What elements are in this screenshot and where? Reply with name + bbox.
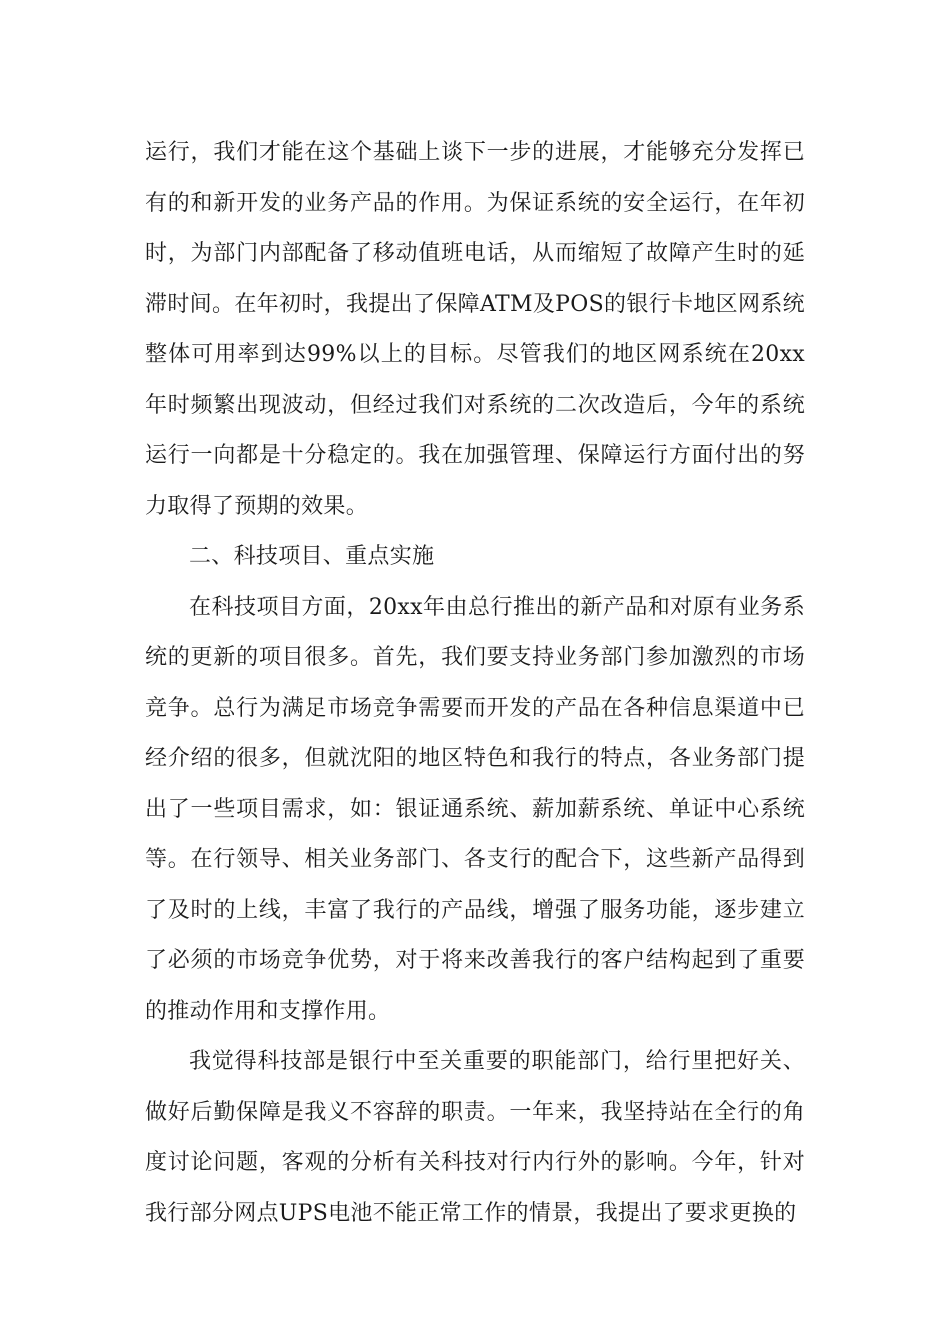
- paragraph-tech-department-role: 我觉得科技部是银行中至关重要的职能部门，给行里把好关、做好后勤保障是我义不容辞的职责。一年来，我坚持站在全行的角度讨论问题，客观的分析有关科技对行内行外的影响。今年，针对我行部分网点UPS电池不能正常工作的情景，我提出了要求更换的: [145, 1049, 805, 1226]
- document-body: [145, 128, 805, 1239]
- paragraph-system-operation: 运行，我们才能在这个基础上谈下一步的进展，才能够充分发挥已有的和新开发的业务产品的作用。为保证系统的安全运行，在年初时，为部门内部配备了移动值班电话，从而缩短了故障产生时的延滞时间。在年初时，我提出了保障ATM及POS的银行卡地区网系统整体可用率到达99%以上的目标。尽管我们的地区网系统在20xx年时频繁出现波动，但经过我们对系统的二次改造后，今年的系统运行一向都是十分稳定的。我在加强管理、保障运行方面付出的努力取得了预期的效果。: [145, 140, 805, 519]
- section-heading-tech-projects: 二、科技项目、重点实施: [189, 544, 435, 569]
- paragraph-tech-projects: 在科技项目方面，20xx年由总行推出的新产品和对原有业务系统的更新的项目很多。首先，我们要支持业务部门参加激烈的市场竞争。总行为满足市场竞争需要而开发的产品在各种信息渠道中已经介绍的很多，但就沈阳的地区特色和我行的特点，各业务部门提出了一些项目需求，如：银证通系统、薪加薪系统、单证中心系统等。在行领导、相关业务部门、各支行的配合下，这些新产品得到了及时的上线，丰富了我行的产品线，增强了服务功能，逐步建立了必须的市场竞争优势，对于将来改善我行的客户结构起到了重要的推动作用和支撑作用。: [145, 594, 805, 1024]
